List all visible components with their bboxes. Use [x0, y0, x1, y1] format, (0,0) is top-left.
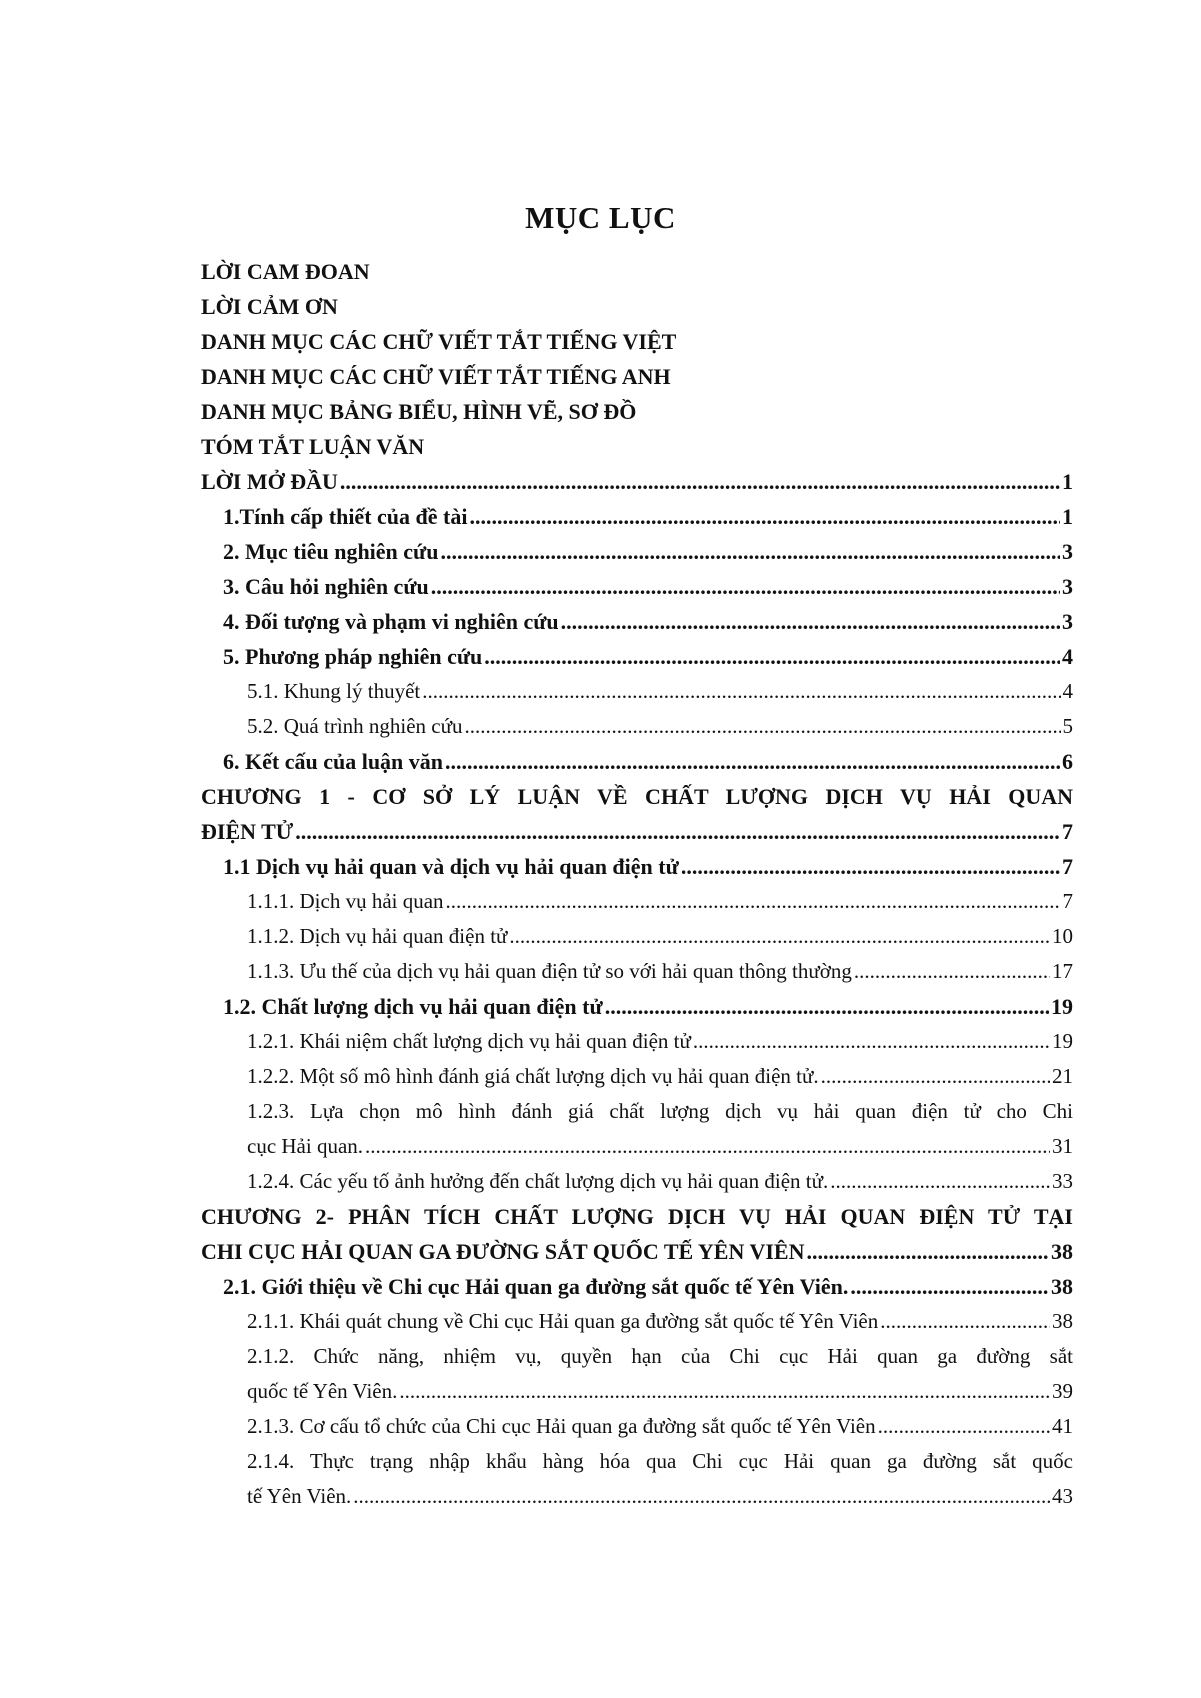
toc-entry-text: quốc tế Yên Viên.	[247, 1379, 398, 1403]
toc-entry[interactable]	[201, 674, 1073, 709]
toc-page-number: 1	[1062, 469, 1073, 494]
toc-page-number: 39	[1052, 1379, 1073, 1403]
dot-leader	[484, 639, 1060, 674]
toc-entry[interactable]	[201, 394, 1073, 429]
toc-entry-text: 1.2. Chất lượng dịch vụ hải quan điện tử	[223, 994, 603, 1019]
toc-entry-text: 1.2.2. Một số mô hình đánh giá chất lượng dịch vụ hải quan điện tử.	[247, 1064, 819, 1088]
toc-entry-text-line1: 2.1.2. Chức năng, nhiệm vụ, quyền hạn của Chi cục Hải quan ga đường sắt	[247, 1344, 1073, 1368]
dot-leader	[821, 1059, 1050, 1094]
toc-entry-text-line1: 1.2.3. Lựa chọn mô hình đánh giá chất lượng dịch vụ hải quan điện tử cho Chi	[247, 1099, 1073, 1123]
dot-leader	[693, 1024, 1050, 1059]
dot-leader	[469, 499, 1060, 534]
dot-leader	[365, 1129, 1050, 1164]
toc-entry-text: cục Hải quan.	[247, 1134, 364, 1158]
toc-entry[interactable]	[201, 1409, 1073, 1444]
dot-leader	[806, 1234, 1049, 1269]
toc-page-number: 3	[1062, 609, 1073, 634]
toc-entry-text: 6. Kết cấu của luận văn	[223, 749, 444, 774]
toc-entry-text: 1.1.1. Dịch vụ hải quan	[247, 889, 444, 913]
toc-entry-text: 1.1.3. Ưu thế của dịch vụ hải quan điện tử so với hải quan thông thường	[247, 959, 852, 983]
dot-leader	[854, 954, 1050, 989]
table-of-contents	[201, 254, 1073, 1514]
toc-entry[interactable]	[201, 569, 1073, 604]
toc-entry[interactable]	[201, 1094, 1073, 1164]
toc-entry-text: ĐIỆN TỬ	[201, 819, 294, 844]
toc-entry-text: LỜI CẢM ƠN	[201, 294, 338, 319]
toc-entry-text: tế Yên Viên.	[247, 1484, 352, 1508]
toc-page-number: 41	[1052, 1414, 1073, 1438]
toc-entry-text: 1.1 Dịch vụ hải quan và dịch vụ hải quan điện tử	[223, 854, 679, 879]
toc-entry[interactable]	[201, 1199, 1073, 1269]
toc-page-number: 43	[1052, 1484, 1073, 1508]
dot-leader	[681, 849, 1060, 884]
toc-page-number: 19	[1051, 994, 1073, 1019]
toc-entry-text: 2. Mục tiêu nghiên cứu	[223, 539, 439, 564]
dot-leader	[399, 1374, 1050, 1409]
toc-entry-text: 4. Đối tượng và phạm vi nghiên cứu	[223, 609, 559, 634]
toc-entry-text: 5.1. Khung lý thuyết	[247, 679, 421, 703]
toc-entry[interactable]	[201, 639, 1073, 674]
dot-leader	[441, 534, 1061, 569]
toc-page-number: 3	[1062, 574, 1073, 599]
toc-entry[interactable]	[201, 1024, 1073, 1059]
toc-page-number: 17	[1052, 959, 1073, 983]
toc-entry[interactable]	[201, 1269, 1073, 1304]
toc-entry[interactable]	[201, 989, 1073, 1024]
toc-entry-text: 1.Tính cấp thiết của đề tài	[223, 504, 468, 529]
toc-page-number: 38	[1051, 1239, 1073, 1264]
toc-page-number: 33	[1052, 1169, 1073, 1193]
dot-leader	[431, 569, 1060, 604]
dot-leader	[561, 604, 1060, 639]
toc-entry-text: DANH MỤC CÁC CHỮ VIẾT TẮT TIẾNG VIỆT	[201, 329, 677, 354]
toc-page-number: 38	[1052, 1309, 1073, 1333]
toc-entry[interactable]	[201, 359, 1073, 394]
toc-entry-text-line1: CHƯƠNG 2- PHÂN TÍCH CHẤT LƯỢNG DỊCH VỤ HẢI QUAN ĐIỆN TỬ TẠI	[201, 1204, 1073, 1229]
toc-entry[interactable]	[201, 779, 1073, 849]
toc-entry[interactable]	[201, 849, 1073, 884]
toc-entry-text: 1.2.1. Khái niệm chất lượng dịch vụ hải quan điện tử	[247, 1029, 691, 1053]
dot-leader	[605, 989, 1049, 1024]
toc-page-number: 6	[1062, 749, 1073, 774]
toc-entry-text: DANH MỤC BẢNG BIỂU, HÌNH VẼ, SƠ ĐỒ	[201, 399, 637, 424]
toc-entry[interactable]	[201, 1339, 1073, 1409]
toc-page-number: 7	[1062, 819, 1073, 844]
dot-leader	[446, 884, 1061, 919]
toc-page-number: 10	[1052, 924, 1073, 948]
toc-entry[interactable]	[201, 919, 1073, 954]
dot-leader	[422, 674, 1060, 709]
toc-entry[interactable]	[201, 954, 1073, 989]
dot-leader	[880, 1304, 1050, 1339]
toc-entry[interactable]	[201, 709, 1073, 744]
toc-entry-text: TÓM TẮT LUẬN VĂN	[201, 434, 425, 459]
toc-entry-text: CHI CỤC HẢI QUAN GA ĐƯỜNG SẮT QUỐC TẾ YÊN VIÊN	[201, 1239, 805, 1264]
toc-page-number: 7	[1062, 889, 1073, 913]
page-title: MỤC LỤC	[525, 200, 676, 235]
dot-leader	[465, 709, 1061, 744]
toc-entry-text-line1: CHƯƠNG 1 - CƠ SỞ LÝ LUẬN VỀ CHẤT LƯỢNG DỊCH VỤ HẢI QUAN	[201, 784, 1073, 809]
toc-page-number: 4	[1062, 679, 1073, 703]
toc-page-number: 21	[1052, 1064, 1073, 1088]
toc-entry-text: 3. Câu hỏi nghiên cứu	[223, 574, 429, 599]
toc-entry-text: 2.1. Giới thiệu về Chi cục Hải quan ga đường sắt quốc tế Yên Viên.	[223, 1274, 849, 1299]
toc-entry-text: 2.1.1. Khái quát chung về Chi cục Hải quan ga đường sắt quốc tế Yên Viên	[247, 1309, 879, 1333]
toc-entry[interactable]	[201, 429, 1073, 464]
toc-entry[interactable]	[201, 604, 1073, 639]
dot-leader	[509, 919, 1050, 954]
toc-entry-text: 5.2. Quá trình nghiên cứu	[247, 714, 463, 738]
toc-entry-text: DANH MỤC CÁC CHỮ VIẾT TẮT TIẾNG ANH	[201, 364, 671, 389]
toc-entry[interactable]	[201, 324, 1073, 359]
dot-leader	[445, 744, 1060, 779]
toc-page-number: 5	[1062, 714, 1073, 738]
toc-entry[interactable]	[201, 499, 1073, 534]
toc-entry-text: LỜI MỞ ĐẦU	[201, 469, 338, 494]
toc-page-number: 1	[1062, 504, 1073, 529]
dot-leader	[830, 1164, 1050, 1199]
toc-page-number: 38	[1051, 1274, 1073, 1299]
toc-entry-text: 5. Phương pháp nghiên cứu	[223, 644, 483, 669]
toc-page-number: 3	[1062, 539, 1073, 564]
dot-leader	[353, 1479, 1050, 1514]
toc-entry[interactable]	[201, 884, 1073, 919]
toc-entry-text: 1.2.4. Các yếu tố ảnh hưởng đến chất lượng dịch vụ hải quan điện tử.	[247, 1169, 829, 1193]
toc-entry-text-line1: 2.1.4. Thực trạng nhập khẩu hàng hóa qua Chi cục Hải quan ga đường sắt quốc	[247, 1449, 1073, 1473]
toc-page-number: 4	[1062, 644, 1073, 669]
toc-page-number: 7	[1062, 854, 1073, 879]
toc-entry-text: LỜI CAM ĐOAN	[201, 259, 370, 284]
dot-leader	[340, 464, 1060, 499]
toc-entry[interactable]	[201, 1444, 1073, 1514]
toc-entry[interactable]	[201, 464, 1073, 499]
toc-page-number: 19	[1052, 1029, 1073, 1053]
toc-entry[interactable]	[201, 1059, 1073, 1094]
dot-leader	[295, 814, 1060, 849]
toc-entry[interactable]	[201, 1304, 1073, 1339]
toc-entry-text: 1.1.2. Dịch vụ hải quan điện tử	[247, 924, 508, 948]
toc-entry[interactable]	[201, 1164, 1073, 1199]
toc-entry[interactable]	[201, 289, 1073, 324]
toc-entry[interactable]	[201, 534, 1073, 569]
dot-leader	[850, 1269, 1049, 1304]
toc-entry[interactable]	[201, 744, 1073, 779]
toc-page-number: 31	[1052, 1134, 1073, 1158]
dot-leader	[878, 1409, 1050, 1444]
toc-entry[interactable]	[201, 254, 1073, 289]
toc-entry-text: 2.1.3. Cơ cấu tổ chức của Chi cục Hải quan ga đường sắt quốc tế Yên Viên	[247, 1414, 876, 1438]
